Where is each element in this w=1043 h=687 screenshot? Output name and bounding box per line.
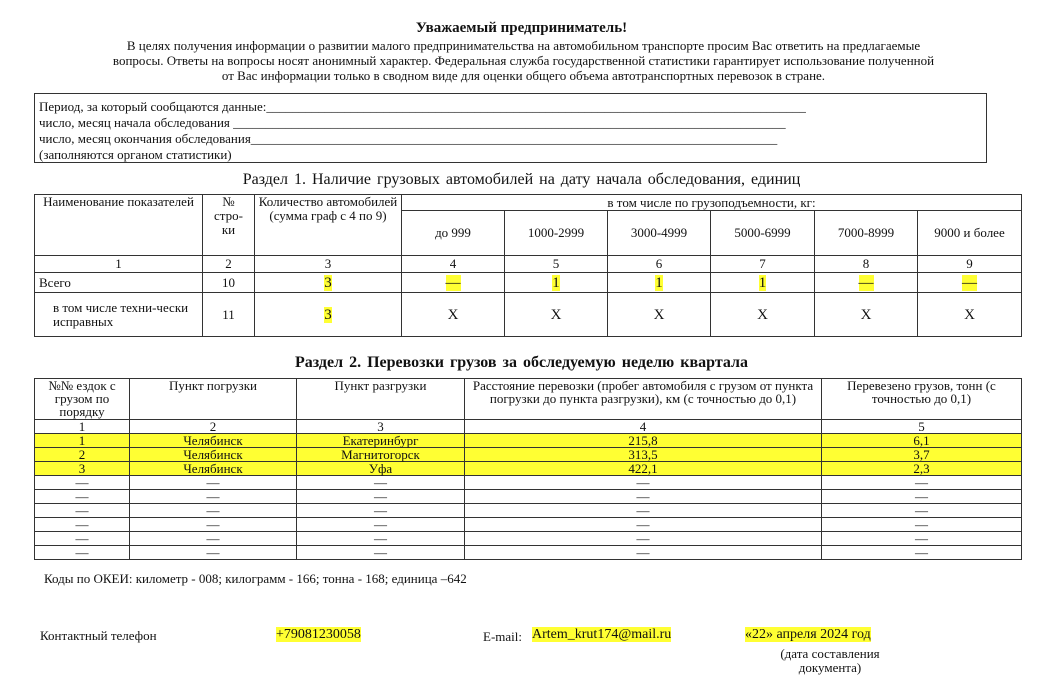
loading-cell[interactable]	[130, 448, 297, 462]
trip-no-cell[interactable]	[35, 490, 130, 504]
loading-cell[interactable]	[130, 434, 297, 448]
trip-no-cell[interactable]	[35, 448, 130, 462]
trip-no-cell[interactable]	[35, 504, 130, 518]
loading-cell[interactable]	[130, 546, 297, 560]
cell-text: —	[915, 531, 928, 546]
cell-text: Уфа	[297, 462, 464, 475]
col-number: 5	[505, 256, 608, 273]
value-text: 1	[655, 274, 663, 291]
email-label: E-mail:	[483, 629, 522, 644]
distance-cell[interactable]	[465, 504, 822, 518]
col-number: 4	[402, 256, 505, 273]
tons-cell[interactable]	[822, 462, 1022, 476]
phone-value[interactable]	[276, 627, 361, 643]
value-cell[interactable]	[608, 273, 711, 293]
trip-no-cell[interactable]	[35, 476, 130, 490]
header-count: Количество автомобилей (сумма граф с 4 по 9)	[255, 195, 402, 256]
section2-title: Раздел 2. Перевозки грузов за обследуемую неделю квартала	[294, 354, 748, 371]
unloading-cell[interactable]	[297, 546, 465, 560]
loading-cell[interactable]	[130, 504, 297, 518]
table-row	[35, 476, 1022, 490]
value-cell[interactable]	[918, 273, 1022, 293]
cell-text: —	[374, 517, 387, 532]
table-row	[35, 518, 1022, 532]
header-unloading: Пункт разгрузки	[297, 379, 465, 420]
cell-text: —	[75, 517, 89, 532]
distance-cell[interactable]	[465, 532, 822, 546]
table-row	[35, 532, 1022, 546]
tons-cell[interactable]	[822, 490, 1022, 504]
value-cell	[815, 293, 918, 337]
cell-text: 3	[35, 462, 129, 475]
distance-cell[interactable]	[465, 448, 822, 462]
section2-table	[34, 378, 1022, 560]
period-note: (заполняются органом статистики)	[39, 147, 232, 162]
value-cell[interactable]	[255, 293, 402, 337]
unloading-cell[interactable]	[297, 434, 465, 448]
row-no: 10	[203, 273, 255, 293]
value-text: 3	[324, 274, 332, 291]
col-number: 6	[608, 256, 711, 273]
header-row-no-part: стро-	[214, 208, 243, 223]
unloading-cell[interactable]	[297, 448, 465, 462]
col-number: 2	[203, 256, 255, 273]
distance-cell[interactable]	[465, 546, 822, 560]
header-capacity: в том числе по грузоподъемности, кг:	[402, 195, 1022, 211]
cell-text: —	[374, 489, 387, 504]
header-col8: 7000-8999	[815, 211, 918, 256]
header-row-no-part: №	[222, 194, 235, 209]
cell-text: —	[636, 531, 650, 546]
header-row-no	[203, 195, 255, 256]
col-number: 4	[465, 420, 822, 434]
cell-text: —	[636, 503, 650, 518]
cell-text: 215,8	[465, 434, 821, 447]
distance-cell[interactable]	[465, 490, 822, 504]
tons-cell[interactable]	[822, 448, 1022, 462]
value-text: 3	[324, 306, 332, 323]
table-row	[35, 546, 1022, 560]
value-text: —	[445, 274, 461, 291]
header-distance: Расстояние перевозки (пробег автомобиля с грузом от пункта погрузки до пункта разгрузки), км (с точностью до 0,1)	[465, 379, 822, 420]
loading-cell[interactable]	[130, 476, 297, 490]
value-cell	[711, 293, 815, 337]
distance-cell[interactable]	[465, 462, 822, 476]
cell-text: —	[374, 531, 387, 546]
cell-text: 6,1	[822, 434, 1021, 447]
col-number: 3	[297, 420, 465, 434]
cell-text: Магнитогорск	[297, 448, 464, 461]
cell-text: —	[206, 531, 220, 546]
cell-text: —	[75, 475, 89, 490]
letter-title: Уважаемый предприниматель!	[415, 20, 628, 36]
value-cell[interactable]	[402, 273, 505, 293]
value-text: X	[757, 306, 768, 323]
section1-title: Раздел 1. Наличие грузовых автомобилей на дату начала обследования, единиц	[242, 171, 801, 188]
table-row	[35, 504, 1022, 518]
table-row	[35, 293, 1022, 337]
cell-text: —	[915, 475, 928, 490]
value-text: 1	[552, 274, 560, 291]
value-text: X	[964, 306, 975, 323]
header-name: Наименование показателей	[35, 195, 203, 256]
cell-text: —	[915, 517, 928, 532]
col-number: 5	[822, 420, 1022, 434]
header-tons: Перевезено грузов, тонн (с точностью до 0,1)	[822, 379, 1022, 420]
trip-no-cell[interactable]	[35, 546, 130, 560]
cell-text: —	[374, 475, 387, 490]
unloading-cell[interactable]	[297, 532, 465, 546]
date-text: «22» апреля 2024 год	[745, 627, 871, 642]
col-number: 1	[35, 256, 203, 273]
header-trip-no: №№ ездок с грузом по порядку	[35, 379, 130, 420]
trip-no-cell[interactable]	[35, 462, 130, 476]
col-number: 9	[918, 256, 1022, 273]
cell-text: —	[206, 489, 220, 504]
row-name: в том числе техни-чески исправных	[35, 293, 203, 337]
unloading-cell[interactable]	[297, 504, 465, 518]
cell-text: —	[915, 545, 928, 560]
phone-text: +79081230058	[276, 627, 361, 642]
value-text: X	[653, 306, 665, 323]
value-cell[interactable]	[255, 273, 402, 293]
cell-text: 3,7	[822, 448, 1021, 461]
tons-cell[interactable]	[822, 518, 1022, 532]
cell-text: 313,5	[465, 448, 821, 461]
date-caption: (дата составления документа)	[780, 646, 880, 675]
cell-text: —	[915, 503, 928, 518]
trip-no-cell[interactable]	[35, 532, 130, 546]
cell-text: —	[206, 517, 220, 532]
period-box	[34, 93, 987, 163]
value-cell[interactable]	[711, 273, 815, 293]
date-value[interactable]	[745, 627, 871, 643]
header-col4: до 999	[402, 211, 505, 256]
header-row-no-part: ки	[221, 222, 236, 237]
cell-text: Екатеринбург	[297, 434, 464, 447]
cell-text: —	[636, 517, 650, 532]
cell-text: —	[636, 475, 650, 490]
value-cell[interactable]	[505, 273, 608, 293]
cell-text: —	[915, 489, 928, 504]
cell-text: 2	[35, 448, 129, 461]
header-col7: 5000-6999	[711, 211, 815, 256]
value-cell	[918, 293, 1022, 337]
value-text: —	[858, 274, 874, 291]
table-row	[35, 434, 1022, 448]
value-text: X	[860, 306, 872, 323]
cell-text: —	[75, 489, 89, 504]
cell-text: 2,3	[822, 462, 1021, 475]
value-text: 1	[758, 274, 767, 291]
intro-line: от Вас информации только в сводном виде для оценки общего объема автотранспортных перевозок в стране.	[221, 68, 826, 83]
cell-text: Челябинск	[130, 434, 296, 447]
header-loading: Пункт погрузки	[130, 379, 297, 420]
tons-cell[interactable]	[822, 546, 1022, 560]
loading-cell[interactable]	[130, 490, 297, 504]
value-text: X	[550, 306, 562, 323]
okei-codes: Коды по ОКЕИ: километр - 008; килограмм - 166; тонна - 168; единица –642	[44, 571, 467, 586]
phone-label: Контактный телефон	[40, 628, 157, 643]
cell-text: 422,1	[465, 462, 821, 475]
value-cell[interactable]	[815, 273, 918, 293]
cell-text: —	[75, 545, 89, 560]
loading-cell[interactable]	[130, 532, 297, 546]
table-row	[35, 490, 1022, 504]
table-row	[35, 462, 1022, 476]
value-cell	[608, 293, 711, 337]
unloading-cell[interactable]	[297, 462, 465, 476]
unloading-cell[interactable]	[297, 476, 465, 490]
table-row	[35, 448, 1022, 462]
unloading-cell[interactable]	[297, 518, 465, 532]
loading-cell[interactable]	[130, 462, 297, 476]
trip-no-cell[interactable]	[35, 434, 130, 448]
col-number: 3	[255, 256, 402, 273]
tons-cell[interactable]	[822, 532, 1022, 546]
distance-cell[interactable]	[465, 476, 822, 490]
intro-text	[36, 38, 1011, 83]
value-text: —	[962, 274, 978, 291]
header-col5: 1000-2999	[505, 211, 608, 256]
intro-line: В целях получения информации о развитии малого предпринимательства на автомобильном транспорте просим Вас ответить на предлагаемые	[126, 38, 921, 53]
value-cell	[505, 293, 608, 337]
table-row	[35, 273, 1022, 293]
start-date-line: число, месяц начала обследования _____________________________________________________________________________________	[39, 115, 786, 130]
row-name: Всего	[35, 273, 203, 293]
cell-text: —	[206, 503, 220, 518]
tons-cell[interactable]	[822, 504, 1022, 518]
period-line: Период, за который сообщаются данные:___________________________________________________________________________________	[39, 99, 806, 114]
cell-text: —	[206, 475, 220, 490]
email-text: Artem_krut174@mail.ru	[532, 627, 672, 642]
cell-text: —	[75, 531, 89, 546]
email-value[interactable]	[532, 627, 671, 643]
cell-text: —	[206, 545, 220, 560]
cell-text: Челябинск	[130, 462, 296, 475]
header-col9: 9000 и более	[918, 211, 1022, 256]
distance-cell[interactable]	[465, 518, 822, 532]
end-date-line: число, месяц окончания обследования_________________________________________________________________________________	[39, 131, 778, 146]
header-col6: 3000-4999	[608, 211, 711, 256]
cell-text: 1	[35, 434, 129, 447]
value-text: X	[447, 306, 459, 323]
cell-text: —	[374, 545, 387, 560]
col-number: 1	[35, 420, 130, 434]
value-cell	[402, 293, 505, 337]
unloading-cell[interactable]	[297, 490, 465, 504]
cell-text: —	[75, 503, 89, 518]
tons-cell[interactable]	[822, 434, 1022, 448]
col-number: 8	[815, 256, 918, 273]
cell-text: Челябинск	[130, 448, 296, 461]
cell-text: —	[636, 545, 650, 560]
col-number: 7	[711, 256, 815, 273]
cell-text: —	[374, 503, 387, 518]
col-number: 2	[130, 420, 297, 434]
row-no: 11	[203, 293, 255, 337]
distance-cell[interactable]	[465, 434, 822, 448]
trip-no-cell[interactable]	[35, 518, 130, 532]
tons-cell[interactable]	[822, 476, 1022, 490]
loading-cell[interactable]	[130, 518, 297, 532]
section1-table	[34, 194, 1022, 337]
cell-text: —	[636, 489, 650, 504]
intro-line: вопросы. Ответы на вопросы носят анонимный характер. Федеральная служба государственной статистики гарантирует использование полученной	[112, 53, 935, 68]
